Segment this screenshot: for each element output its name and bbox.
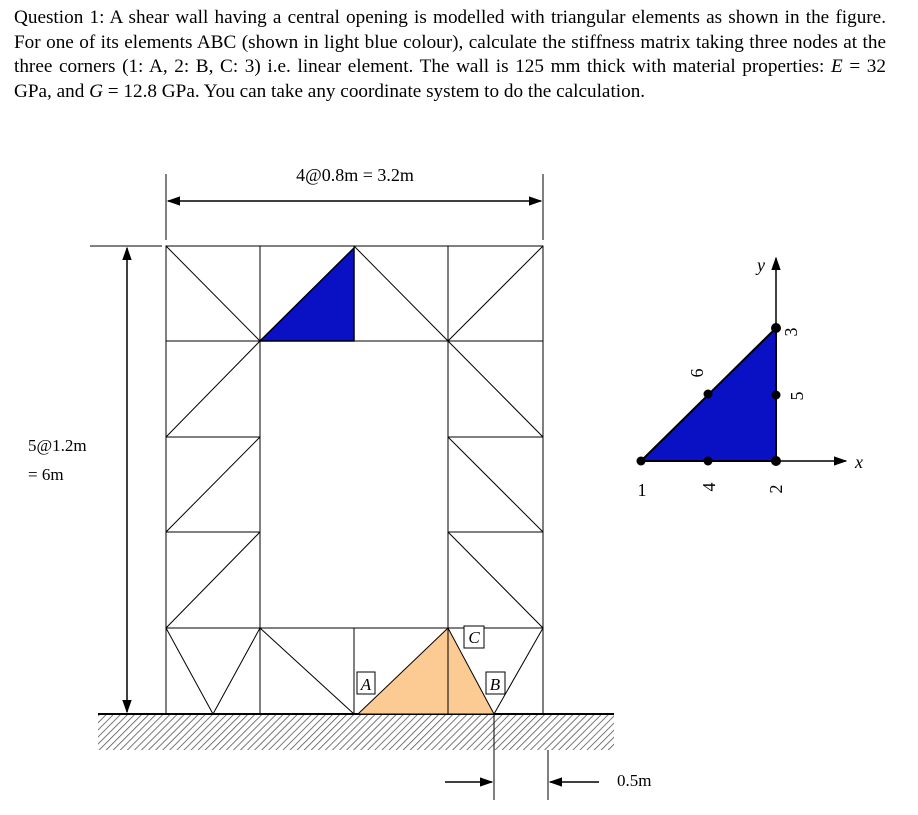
y-axis-label: y (757, 255, 765, 275)
node-5-label: 5 (787, 391, 807, 401)
e-value: = 32 GPa, and (14, 56, 886, 102)
node-6-dot (704, 390, 713, 399)
label-c: C (468, 628, 480, 647)
g-symbol: G (89, 80, 103, 102)
node-6-label: 6 (687, 368, 707, 378)
g-value: = 12.8 GPa. You can take any coordinate system to do the calculation. (103, 80, 646, 102)
node-5-dot (772, 391, 781, 400)
node-1-dot (637, 457, 646, 466)
node-1-label: 1 (637, 480, 647, 500)
x-axis-label: x (855, 452, 863, 472)
height-dim-label-2: = 6m (28, 465, 64, 484)
width-dim-label: 4@0.8m = 3.2m (296, 165, 414, 185)
node-4-label: 4 (699, 482, 719, 492)
height-dim-label-1: 5@1.2m (28, 436, 87, 455)
node-2-label: 2 (766, 484, 786, 494)
node-4-dot (704, 457, 713, 466)
label-b: B (489, 675, 501, 694)
label-a: A (360, 675, 372, 694)
node-3-label: 3 (781, 327, 801, 337)
offset-dim-label: 0.5m (617, 771, 652, 790)
node-2-dot (771, 456, 781, 466)
node-3-dot (771, 323, 781, 333)
e-symbol: E (830, 56, 843, 77)
question-part1: Question 1: A shear wall having a central opening is modelled with triangular elements as shown in the figure. For one of its elements ABC (shown in light blue colour), calculate the stiffness matrix taking three nodes at the three corners (1: A, 2: B, C: 3) i.e. linear element. The wall is 125 mm thick with material properties: (14, 7, 886, 77)
